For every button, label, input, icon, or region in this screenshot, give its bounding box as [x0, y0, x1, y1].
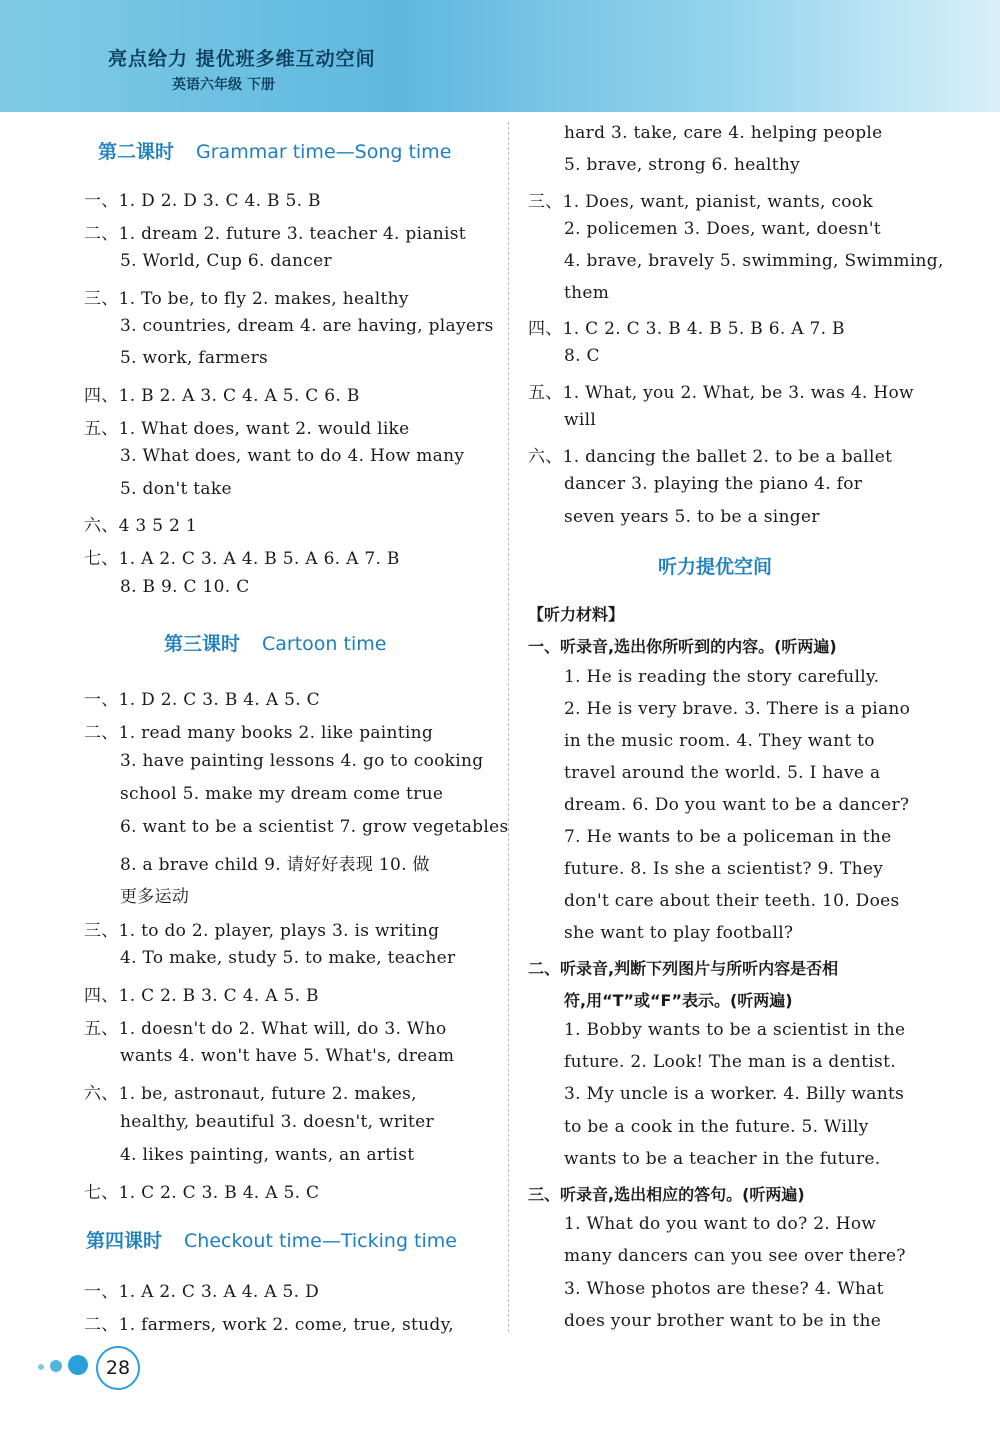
answer-line: 七、1. A 2. C 3. A 4. B 5. A 6. A 7. B	[84, 549, 400, 569]
transcript-line: dream. 6. Do you want to be a dancer?	[564, 795, 910, 815]
listening-material-label: 【听力材料】	[528, 605, 625, 624]
answer-line: 8. a brave child 9. 请好好表现 10. 做	[120, 855, 430, 875]
header-banner	[0, 0, 1000, 112]
lesson-4-heading	[86, 1226, 457, 1253]
listening-q1-title: 一、听录音,选出你所听到的内容。(听两遍)	[528, 637, 837, 656]
answer-line: 一、1. D 2. C 3. B 4. A 5. C	[84, 690, 320, 710]
decor-dot	[38, 1364, 44, 1370]
answer-line: 三、1. Does, want, pianist, wants, cook	[528, 192, 873, 212]
listening-q3-title: 三、听录音,选出相应的答句。(听两遍)	[528, 1185, 805, 1204]
transcript-line: travel around the world. 5. I have a	[564, 763, 881, 783]
lesson-3-title: 第三课时	[164, 633, 241, 655]
answer-line: 3. What does, want to do 4. How many	[120, 446, 465, 466]
answer-line: will	[564, 410, 597, 430]
transcript-line: 1. He is reading the story carefully.	[564, 667, 880, 687]
answer-line: 六、1. dancing the ballet 2. to be a ballet	[528, 447, 893, 467]
transcript-line: 3. My uncle is a worker. 4. Billy wants	[564, 1084, 905, 1104]
answer-line: 四、1. B 2. A 3. C 4. A 5. C 6. B	[84, 386, 360, 406]
transcript-line: does your brother want to be in the	[564, 1311, 882, 1331]
book-title: 亮点给力 提优班多维互动空间	[108, 48, 376, 70]
answer-line: 二、1. read many books 2. like painting	[84, 723, 434, 743]
answer-line: 8. C	[564, 346, 600, 366]
transcript-line: many dancers can you see over there?	[564, 1246, 906, 1266]
lesson-3-subtitle: Cartoon time	[262, 633, 387, 655]
answer-line: hard 3. take, care 4. helping people	[564, 123, 883, 143]
answer-line: them	[564, 283, 610, 303]
answer-line: 四、1. C 2. C 3. B 4. B 5. B 6. A 7. B	[528, 319, 845, 339]
lesson-2-title: 第二课时	[98, 141, 175, 163]
decor-dot	[68, 1355, 88, 1375]
answer-line: 4. brave, bravely 5. swimming, Swimming,	[564, 251, 944, 271]
answer-line: school 5. make my dream come true	[120, 784, 444, 804]
answer-line: 4. To make, study 5. to make, teacher	[120, 948, 456, 968]
transcript-line: future. 2. Look! The man is a dentist.	[564, 1052, 896, 1072]
answer-line: 六、1. be, astronaut, future 2. makes,	[84, 1084, 417, 1104]
lesson-2-subtitle: Grammar time—Song time	[196, 141, 452, 163]
transcript-line: don't care about their teeth. 10. Does	[564, 891, 900, 911]
answer-line: dancer 3. playing the piano 4. for	[564, 474, 863, 494]
page-number: 28	[96, 1346, 140, 1390]
lesson-2-heading	[98, 137, 451, 164]
answer-line: 6. want to be a scientist 7. grow vegetables	[120, 817, 509, 837]
answer-line: 5. don't take	[120, 479, 232, 499]
answer-line: 四、1. C 2. B 3. C 4. A 5. B	[84, 986, 319, 1006]
transcript-line: she want to play football?	[564, 923, 794, 943]
transcript-line: 7. He wants to be a policeman in the	[564, 827, 892, 847]
answer-line: 一、1. A 2. C 3. A 4. A 5. D	[84, 1282, 320, 1302]
answer-line: 三、1. to do 2. player, plays 3. is writing	[84, 921, 440, 941]
listening-q2-title-cont: 符,用“T”或“F”表示。(听两遍)	[564, 991, 793, 1010]
answer-line: 二、1. farmers, work 2. come, true, study,	[84, 1315, 454, 1335]
transcript-line: wants to be a teacher in the future.	[564, 1149, 881, 1169]
answer-line: 3. have painting lessons 4. go to cooking	[120, 751, 484, 771]
answer-line: 三、1. To be, to fly 2. makes, healthy	[84, 289, 409, 309]
lesson-4-title: 第四课时	[86, 1230, 163, 1252]
answer-line: 五、1. What, you 2. What, be 3. was 4. How	[528, 383, 914, 403]
answer-line: seven years 5. to be a singer	[564, 507, 820, 527]
lesson-4-subtitle: Checkout time—Ticking time	[184, 1230, 457, 1252]
transcript-line: future. 8. Is she a scientist? 9. They	[564, 859, 884, 879]
answer-line: 4. likes painting, wants, an artist	[120, 1145, 415, 1165]
answer-line: 5. World, Cup 6. dancer	[120, 251, 332, 271]
answer-line: 5. brave, strong 6. healthy	[564, 155, 801, 175]
answer-line: 七、1. C 2. C 3. B 4. A 5. C	[84, 1183, 320, 1203]
listening-q2-title: 二、听录音,判断下列图片与所听内容是否相	[528, 959, 839, 978]
answer-line: 3. countries, dream 4. are having, players	[120, 316, 494, 336]
answer-line: 2. policemen 3. Does, want, doesn't	[564, 219, 881, 239]
column-divider	[508, 122, 509, 1332]
answer-line: 更多运动	[120, 887, 190, 907]
answer-line: 五、1. What does, want 2. would like	[84, 419, 410, 439]
transcript-line: 1. What do you want to do? 2. How	[564, 1214, 877, 1234]
answer-line: 六、4 3 5 2 1	[84, 516, 197, 536]
answer-line: wants 4. won't have 5. What's, dream	[120, 1046, 455, 1066]
lesson-3-heading	[164, 629, 386, 656]
listening-section-title: 听力提优空间	[658, 556, 773, 578]
decor-dot	[50, 1360, 62, 1372]
book-subtitle: 英语六年级 下册	[172, 77, 275, 93]
transcript-line: in the music room. 4. They want to	[564, 731, 875, 751]
transcript-line: 1. Bobby wants to be a scientist in the	[564, 1020, 906, 1040]
answer-line: 8. B 9. C 10. C	[120, 577, 250, 597]
transcript-line: 3. Whose photos are these? 4. What	[564, 1279, 884, 1299]
answer-line: healthy, beautiful 3. doesn't, writer	[120, 1112, 434, 1132]
transcript-line: to be a cook in the future. 5. Willy	[564, 1117, 869, 1137]
transcript-line: 2. He is very brave. 3. There is a piano	[564, 699, 911, 719]
answer-line: 五、1. doesn't do 2. What will, do 3. Who	[84, 1019, 447, 1039]
answer-line: 一、1. D 2. D 3. C 4. B 5. B	[84, 191, 321, 211]
answer-line: 二、1. dream 2. future 3. teacher 4. pianist	[84, 224, 466, 244]
answer-line: 5. work, farmers	[120, 348, 269, 368]
